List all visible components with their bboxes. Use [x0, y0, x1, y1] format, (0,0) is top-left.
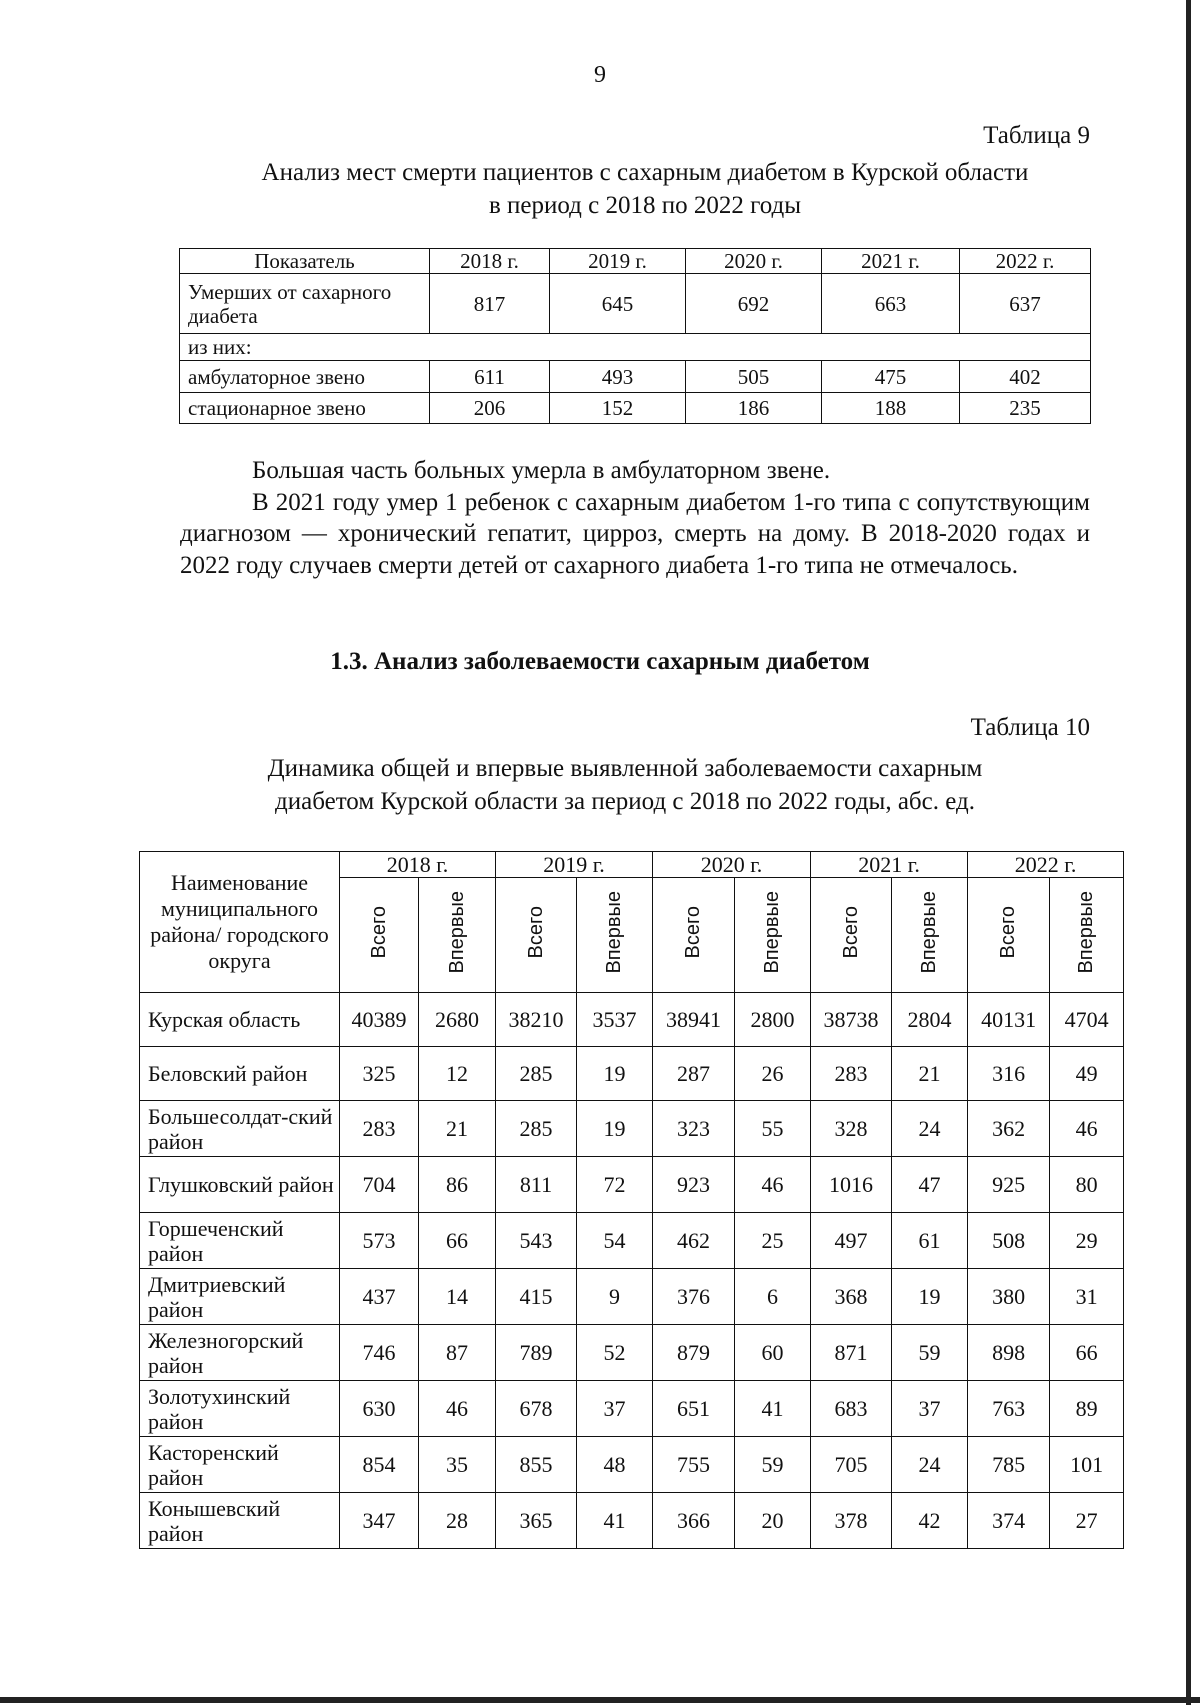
value-cell: 785 — [968, 1437, 1050, 1493]
value-cell: 347 — [340, 1493, 419, 1549]
value-cell: 48 — [577, 1437, 653, 1493]
value-cell: 678 — [496, 1381, 577, 1437]
value-cell: 206 — [430, 393, 550, 424]
value-cell: 42 — [892, 1493, 968, 1549]
value-cell: 4704 — [1050, 993, 1124, 1047]
table-row — [180, 274, 1091, 334]
table-header-row — [180, 249, 1091, 274]
value-cell: 508 — [968, 1213, 1050, 1269]
table-10-label: Таблица 10 — [970, 714, 1090, 741]
value-cell: 854 — [340, 1437, 419, 1493]
value-cell: 66 — [419, 1213, 496, 1269]
subheader-cell — [735, 878, 811, 993]
row-label: Умерших от сахарного диабета — [180, 274, 430, 334]
value-cell: 19 — [892, 1269, 968, 1325]
header-cell: 2022 г. — [960, 249, 1091, 274]
subheader-cell — [419, 878, 496, 993]
paragraph: Большая часть больных умерла в амбулаторном звене. — [252, 457, 831, 484]
table-row — [140, 993, 1124, 1047]
value-cell: 12 — [419, 1047, 496, 1101]
table-9-label: Таблица 9 — [983, 122, 1090, 149]
district-name: Беловский район — [140, 1047, 340, 1101]
table-row — [140, 1437, 1124, 1493]
page-number: 9 — [594, 62, 606, 88]
value-cell: 52 — [577, 1325, 653, 1381]
value-cell: 35 — [419, 1437, 496, 1493]
table-row — [140, 1157, 1124, 1213]
value-cell: 630 — [340, 1381, 419, 1437]
value-cell: 14 — [419, 1269, 496, 1325]
row-label: стационарное звено — [180, 393, 430, 424]
value-cell: 28 — [419, 1493, 496, 1549]
value-cell: 66 — [1050, 1325, 1124, 1381]
scan-edge-right — [1186, 0, 1191, 1705]
value-cell: 38738 — [811, 993, 892, 1047]
value-cell: 152 — [550, 393, 686, 424]
value-cell: 497 — [811, 1213, 892, 1269]
district-name: Железногорский район — [140, 1325, 340, 1381]
body-text — [180, 455, 1090, 581]
table-row — [180, 393, 1091, 424]
value-cell: 47 — [892, 1157, 968, 1213]
value-cell: 40131 — [968, 993, 1050, 1047]
table-row — [140, 1325, 1124, 1381]
subheader-label: Всего — [839, 906, 862, 959]
value-cell: 879 — [653, 1325, 735, 1381]
value-cell: 285 — [496, 1047, 577, 1101]
value-cell: 637 — [960, 274, 1091, 334]
table-10 — [139, 851, 1124, 1549]
year-header: 2022 г. — [968, 852, 1124, 878]
value-cell: 493 — [550, 361, 686, 393]
value-cell: 871 — [811, 1325, 892, 1381]
value-cell: 46 — [1050, 1101, 1124, 1157]
value-cell: 89 — [1050, 1381, 1124, 1437]
value-cell: 59 — [735, 1437, 811, 1493]
value-cell: 611 — [430, 361, 550, 393]
value-cell: 21 — [892, 1047, 968, 1101]
subheader-label: Впервые — [1075, 891, 1098, 974]
value-cell: 24 — [892, 1437, 968, 1493]
value-cell: 692 — [686, 274, 822, 334]
value-cell: 705 — [811, 1437, 892, 1493]
value-cell: 72 — [577, 1157, 653, 1213]
table-9-title — [150, 156, 1140, 222]
subheader-cell — [1050, 878, 1124, 993]
district-name: Золотухинский район — [140, 1381, 340, 1437]
value-cell: 645 — [550, 274, 686, 334]
header-cell: 2019 г. — [550, 249, 686, 274]
value-cell: 402 — [960, 361, 1091, 393]
value-cell: 101 — [1050, 1437, 1124, 1493]
value-cell: 651 — [653, 1381, 735, 1437]
value-cell: 285 — [496, 1101, 577, 1157]
value-cell: 362 — [968, 1101, 1050, 1157]
header-cell: 2018 г. — [430, 249, 550, 274]
year-header: 2018 г. — [340, 852, 496, 878]
value-cell: 462 — [653, 1213, 735, 1269]
table-9-title-line: в период с 2018 по 2022 годы — [488, 192, 802, 219]
value-cell: 746 — [340, 1325, 419, 1381]
subheader-label: Впервые — [445, 891, 468, 974]
value-cell: 437 — [340, 1269, 419, 1325]
value-cell: 2804 — [892, 993, 968, 1047]
year-header: 2021 г. — [811, 852, 968, 878]
value-cell: 2680 — [419, 993, 496, 1047]
value-cell: 704 — [340, 1157, 419, 1213]
value-cell: 37 — [577, 1381, 653, 1437]
value-cell: 415 — [496, 1269, 577, 1325]
value-cell: 55 — [735, 1101, 811, 1157]
subheader-label: Всего — [524, 906, 547, 959]
value-cell: 325 — [340, 1047, 419, 1101]
subheader-label: Впервые — [761, 891, 784, 974]
subheader-cell — [496, 878, 577, 993]
table-row — [140, 1269, 1124, 1325]
subheader-cell — [577, 878, 653, 993]
value-cell: 543 — [496, 1213, 577, 1269]
value-cell: 19 — [577, 1101, 653, 1157]
table-row — [140, 1213, 1124, 1269]
value-cell: 817 — [430, 274, 550, 334]
year-header: 2020 г. — [653, 852, 811, 878]
value-cell: 21 — [419, 1101, 496, 1157]
value-cell: 328 — [811, 1101, 892, 1157]
subheader-label: Всего — [682, 906, 705, 959]
district-name: Глушковский район — [140, 1157, 340, 1213]
value-cell: 755 — [653, 1437, 735, 1493]
paragraph: В 2021 году умер 1 ребенок с сахарным диабетом 1-го типа с сопутствующим диагнозом — хронический гепатит, цирроз, смерть на дому. В 2018-2020 годах и 2022 году случаев смерти детей от сахарного диабета 1-го типа не отмечалось. — [180, 488, 1090, 579]
subheader-cell — [340, 878, 419, 993]
row-label: из них: — [180, 334, 1091, 361]
value-cell: 380 — [968, 1269, 1050, 1325]
value-cell: 283 — [811, 1047, 892, 1101]
value-cell: 27 — [1050, 1493, 1124, 1549]
value-cell: 365 — [496, 1493, 577, 1549]
value-cell: 186 — [686, 393, 822, 424]
value-cell: 374 — [968, 1493, 1050, 1549]
table-row — [180, 334, 1091, 361]
subheader-label: Впервые — [918, 891, 941, 974]
table-row — [180, 361, 1091, 393]
value-cell: 38210 — [496, 993, 577, 1047]
value-cell: 80 — [1050, 1157, 1124, 1213]
value-cell: 323 — [653, 1101, 735, 1157]
value-cell: 49 — [1050, 1047, 1124, 1101]
value-cell: 20 — [735, 1493, 811, 1549]
subheader-label: Всего — [367, 906, 390, 959]
value-cell: 2800 — [735, 993, 811, 1047]
value-cell: 789 — [496, 1325, 577, 1381]
table-10-title — [150, 752, 1100, 818]
value-cell: 86 — [419, 1157, 496, 1213]
value-cell: 366 — [653, 1493, 735, 1549]
value-cell: 235 — [960, 393, 1091, 424]
subheader-cell — [968, 878, 1050, 993]
header-cell: Показатель — [180, 249, 430, 274]
table-row — [140, 1101, 1124, 1157]
district-name: Дмитриевский район — [140, 1269, 340, 1325]
value-cell: 283 — [340, 1101, 419, 1157]
value-cell: 763 — [968, 1381, 1050, 1437]
table-header-row — [140, 852, 1124, 878]
value-cell: 188 — [822, 393, 960, 424]
value-cell: 61 — [892, 1213, 968, 1269]
value-cell: 811 — [496, 1157, 577, 1213]
value-cell: 38941 — [653, 993, 735, 1047]
value-cell: 855 — [496, 1437, 577, 1493]
district-name: Конышевский район — [140, 1493, 340, 1549]
header-cell: 2021 г. — [822, 249, 960, 274]
value-cell: 505 — [686, 361, 822, 393]
section-heading: 1.3. Анализ заболеваемости сахарным диабетом — [330, 648, 870, 675]
value-cell: 41 — [577, 1493, 653, 1549]
value-cell: 898 — [968, 1325, 1050, 1381]
value-cell: 87 — [419, 1325, 496, 1381]
value-cell: 54 — [577, 1213, 653, 1269]
name-header: Наименование муниципального района/ городского округа — [140, 852, 340, 993]
value-cell: 9 — [577, 1269, 653, 1325]
value-cell: 3537 — [577, 993, 653, 1047]
value-cell: 46 — [735, 1157, 811, 1213]
value-cell: 683 — [811, 1381, 892, 1437]
value-cell: 25 — [735, 1213, 811, 1269]
subheader-label: Всего — [997, 906, 1020, 959]
value-cell: 59 — [892, 1325, 968, 1381]
value-cell: 40389 — [340, 993, 419, 1047]
table-10-title-line: диабетом Курской области за период с 2018 по 2022 годы, абс. ед. — [275, 788, 975, 815]
table-row — [140, 1381, 1124, 1437]
district-name: Касторенский район — [140, 1437, 340, 1493]
value-cell: 46 — [419, 1381, 496, 1437]
value-cell: 925 — [968, 1157, 1050, 1213]
subheader-cell — [653, 878, 735, 993]
value-cell: 60 — [735, 1325, 811, 1381]
subheader-cell — [892, 878, 968, 993]
row-label: амбулаторное звено — [180, 361, 430, 393]
value-cell: 573 — [340, 1213, 419, 1269]
value-cell: 1016 — [811, 1157, 892, 1213]
district-name: Курская область — [140, 993, 340, 1047]
subheader-cell — [811, 878, 892, 993]
value-cell: 29 — [1050, 1213, 1124, 1269]
table-row — [140, 1047, 1124, 1101]
value-cell: 41 — [735, 1381, 811, 1437]
value-cell: 6 — [735, 1269, 811, 1325]
value-cell: 316 — [968, 1047, 1050, 1101]
value-cell: 24 — [892, 1101, 968, 1157]
table-row — [140, 1493, 1124, 1549]
value-cell: 26 — [735, 1047, 811, 1101]
table-10-title-line: Динамика общей и впервые выявленной заболеваемости сахарным — [267, 755, 983, 782]
district-name: Большесолдат-ский район — [140, 1101, 340, 1157]
scan-edge-bottom — [0, 1697, 1200, 1703]
header-cell: 2020 г. — [686, 249, 822, 274]
value-cell: 19 — [577, 1047, 653, 1101]
value-cell: 368 — [811, 1269, 892, 1325]
subheader-label: Впервые — [603, 891, 626, 974]
value-cell: 378 — [811, 1493, 892, 1549]
value-cell: 31 — [1050, 1269, 1124, 1325]
district-name: Горшеченский район — [140, 1213, 340, 1269]
year-header: 2019 г. — [496, 852, 653, 878]
value-cell: 376 — [653, 1269, 735, 1325]
table-9-title-line: Анализ мест смерти пациентов с сахарным диабетом в Курской области — [261, 159, 1029, 186]
value-cell: 287 — [653, 1047, 735, 1101]
value-cell: 923 — [653, 1157, 735, 1213]
table-9 — [179, 248, 1091, 424]
value-cell: 475 — [822, 361, 960, 393]
value-cell: 37 — [892, 1381, 968, 1437]
value-cell: 663 — [822, 274, 960, 334]
